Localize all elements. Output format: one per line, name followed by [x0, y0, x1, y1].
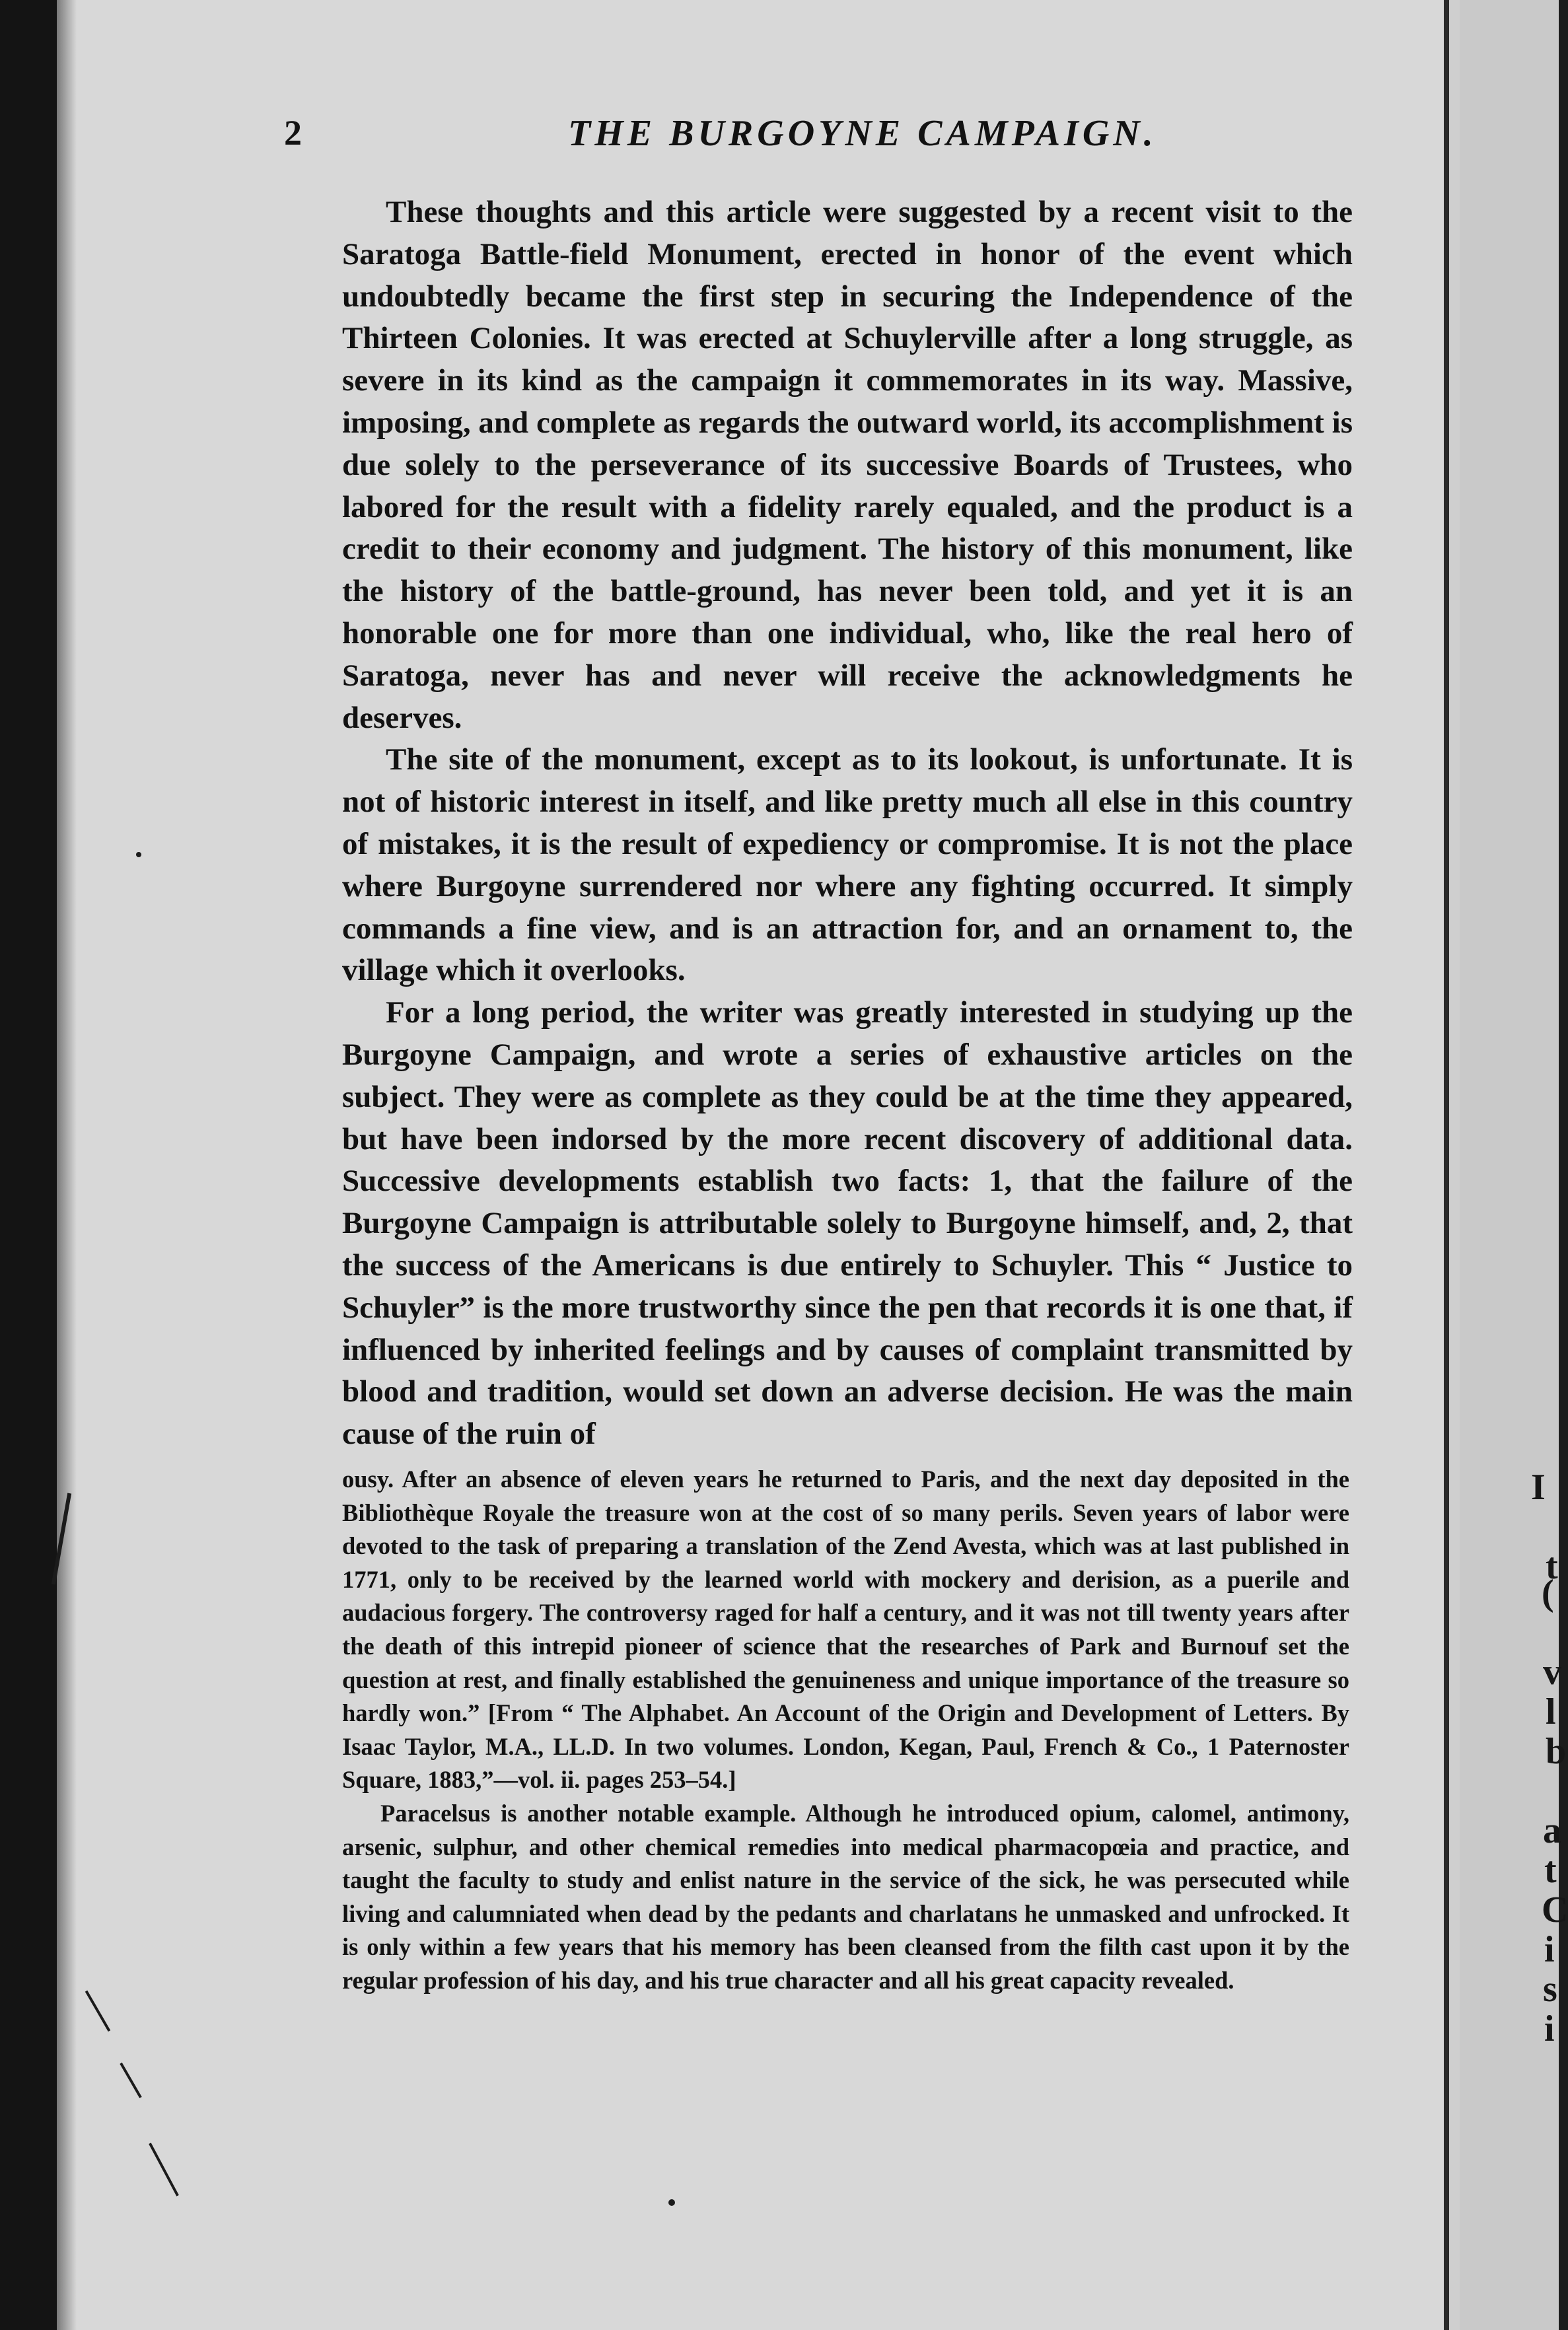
gutter-shadow: [57, 0, 77, 2330]
adjacent-page-letter: i: [1544, 2008, 1555, 2049]
ink-speck: [668, 2199, 675, 2206]
running-head: [284, 106, 1400, 165]
adjacent-page-letter: C: [1542, 1889, 1568, 1930]
adjacent-page-letter: l: [1546, 1691, 1556, 1732]
gutter-mark: [149, 2142, 179, 2196]
footnote-continuation: ousy. After an absence of eleven years he returned to Paris, and the next day deposited in the Bibliothèque Royale the treasure won at the cost of so many perils. Seven years of labor were devoted to the task of preparing a translation of the Zend Avesta, which was at last published in 1771, only to be received by the learned world with mockery and derision, as a puerile and audacious forgery. The controversy raged for half a century, and it was not till twenty years after the death of this intrepid pioneer of science that the researches of Park and Burnouf set the question at rest, and finally established the genuineness and unique importance of the treasure so hardly won.” [From “ The Alphabet. An Account of the Origin and Development of Letters. By Isaac Taylor, M.A., LL.D. In two volumes. London, Kegan, Paul, French & Co., 1 Paternoster Square, 1883,”—vol. ii. pages 253–54.]: [342, 1465, 1349, 1794]
adjacent-page-letter: (: [1542, 1572, 1554, 1613]
adjacent-page-letter: a: [1543, 1810, 1561, 1851]
adjacent-page-letter: t: [1544, 1850, 1557, 1891]
adjacent-page-letter: b: [1546, 1731, 1567, 1772]
footnotes: [342, 1463, 1349, 1998]
main-text: [342, 192, 1353, 1456]
ink-speck: [136, 852, 141, 857]
adjacent-page-letter: s: [1543, 1969, 1557, 2010]
adjacent-page-letter: i: [1544, 1929, 1555, 1970]
running-title: THE BURGOYNE CAMPAIGN.: [568, 113, 1157, 154]
body-paragraph: These thoughts and this article were suggested by a recent visit to the Saratoga Battle-field Monument, erected in honor of the event which undoubtedly became the first step in securing the Independence of the Thirteen Colonies. It was erected at Schuylerville after a long struggle, as severe in its kind as the campaign it commemorates in its way. Massive, imposing, and complete as regards the outward world, its accomplishment is due solely to the perseverance of its successive Boards of Trustees, who labored for the result with a fidelity rarely equaled, and the product is a credit to their economy and judgment. The history of this monument, like the history of the battle-ground, has never been told, and yet it is an honorable one for more than one individual, who, like the real hero of Saratoga, never has and never will receive the acknowledgments he deserves.: [342, 195, 1353, 735]
footnote-paragraph: Paracelsus is another notable example. Although he introduced opium, calomel, antimony, arsenic, sulphur, and other chemical remedies into medical pharmacopœia and practice, and taught the faculty to study and enlist nature in the service of the sick, he was persecuted while living and calumniated when dead by the pedants and charlatans he unmasked and unfrocked. It is only within a few years that his memory has been cleansed from the filth cast upon it by the regular profession of his day, and his true character and all his great capacity revealed.: [342, 1799, 1349, 1994]
adjacent-page-letter: t: [1546, 1546, 1558, 1587]
page-number: 2: [284, 113, 302, 153]
body-paragraph: For a long period, the writer was greatly interested in studying up the Burgoyne Campaign, and wrote a series of exhaustive articles on the subject. They were as complete as they could be at the time they appeared, but have been indorsed by the more recent discovery of additional data. Successive developments establish two facts: 1, that the failure of the Burgoyne Campaign is attributable solely to Burgoyne himself, and, 2, that the success of the Americans is due entirely to Schuyler. This “ Justice to Schuyler” is the more trustworthy since the pen that records it is one that, if influenced by inherited feelings and by causes of complaint transmitted by blood and tradition, would set down an adverse decision. He was the main cause of the ruin of: [342, 995, 1353, 1452]
adjacent-page-letter: v: [1543, 1652, 1561, 1693]
adjacent-page-letter: I: [1531, 1467, 1546, 1508]
gutter-mark: [85, 1991, 110, 2032]
page-edge: [1444, 0, 1449, 2330]
body-paragraph: The site of the monument, except as to its lookout, is unfortunate. It is not of historic interest in itself, and like pretty much all else in this country of mistakes, it is the result of expediency or compromise. It is not the place where Burgoyne surrendered nor where any fighting occurred. It simply commands a fine view, and is an attraction for, and an ornament to, the village which it overlooks.: [342, 742, 1353, 988]
gutter-mark: [120, 2063, 141, 2098]
